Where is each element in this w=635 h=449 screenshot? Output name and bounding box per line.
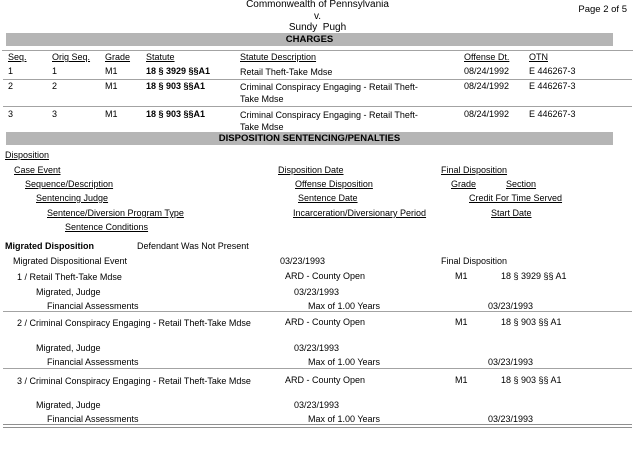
legend-sentence-date: Sentence Date	[298, 193, 358, 203]
legend-sentencing-judge: Sentencing Judge	[36, 193, 109, 203]
row-divider	[3, 368, 632, 369]
charges-section-title: CHARGES	[285, 34, 334, 45]
offense-grade: M1	[455, 375, 468, 385]
offense-description: 1 / Retail Theft-Take Mdse	[17, 272, 122, 282]
charge-offense-date: 08/24/1992	[464, 109, 510, 119]
section-end-divider	[3, 427, 632, 428]
charge-offense-date: 08/24/1992	[464, 66, 510, 76]
legend-sequence-description: Sequence/Description	[25, 179, 114, 189]
program-type: Financial Assessments	[47, 301, 139, 311]
court-title: Commonwealth of Pennsylvania	[246, 0, 389, 10]
incarceration-period: Max of 1.00 Years	[308, 357, 381, 367]
charge-description: Criminal Conspiracy Engaging - Retail Theft-Take Mdse	[240, 110, 418, 132]
row-divider	[3, 106, 632, 107]
legend-start-date: Start Date	[491, 208, 532, 218]
charges-section-bar	[6, 33, 613, 46]
sentencing-judge: Migrated, Judge	[36, 400, 101, 410]
legend-disposition: Disposition	[5, 150, 50, 160]
sentence-date: 03/23/1993	[294, 287, 340, 297]
legend-disposition-date: Disposition Date	[278, 165, 344, 175]
legend-credit-for-time-served: Credit For Time Served	[469, 193, 563, 203]
charge-description: Retail Theft-Take Mdse	[240, 67, 333, 77]
disposition-name: Migrated Disposition	[5, 241, 95, 251]
offense-section: 18 § 903 §§ A1	[501, 317, 562, 327]
defendant-name: Sundy Pugh	[288, 22, 347, 33]
versus-label: v.	[313, 11, 322, 22]
sentencing-judge: Migrated, Judge	[36, 287, 101, 297]
incarceration-period: Max of 1.00 Years	[308, 301, 381, 311]
charge-statute: 18 § 3929 §§A1	[146, 66, 211, 76]
offense-section: 18 § 903 §§ A1	[501, 375, 562, 385]
offense-disposition: ARD - County Open	[285, 375, 366, 385]
charge-orig-seq: 2	[52, 81, 58, 91]
charge-orig-seq: 3	[52, 109, 58, 119]
charge-otn: E 446267-3	[529, 81, 576, 91]
legend-case-event: Case Event	[14, 165, 61, 175]
column-header-orig-seq: Orig Seq.	[52, 52, 91, 62]
disposition-section-bar	[6, 132, 613, 145]
offense-grade: M1	[455, 271, 468, 281]
legend-grade: Grade	[451, 179, 477, 189]
sentencing-judge: Migrated, Judge	[36, 343, 101, 353]
offense-section: 18 § 3929 §§ A1	[501, 271, 567, 281]
column-header-seq: Seq.	[8, 52, 27, 62]
sentence-date: 03/23/1993	[294, 400, 340, 410]
case-event-date: 03/23/1993	[280, 256, 326, 266]
start-date: 03/23/1993	[488, 301, 534, 311]
incarceration-period: Max of 1.00 Years	[308, 414, 381, 424]
column-header-description: Statute Description	[240, 52, 317, 62]
charge-statute: 18 § 903 §§A1	[146, 81, 206, 91]
page-number: Page 2 of 5	[578, 4, 627, 15]
case-event-final-disposition: Final Disposition	[441, 256, 508, 266]
legend-program-type: Sentence/Diversion Program Type	[47, 208, 184, 218]
charge-description: Criminal Conspiracy Engaging - Retail Theft-Take Mdse	[240, 82, 418, 104]
charge-seq: 2	[8, 81, 14, 91]
charge-statute: 18 § 903 §§A1	[146, 109, 206, 119]
legend-incarceration-period: Incarceration/Diversionary Period	[293, 208, 427, 218]
program-type: Financial Assessments	[47, 357, 139, 367]
legend-section: Section	[506, 179, 537, 189]
column-header-statute: Statute	[146, 52, 175, 62]
charge-otn: E 446267-3	[529, 109, 576, 119]
charge-grade: M1	[105, 81, 118, 91]
charge-orig-seq: 1	[52, 66, 58, 76]
charge-seq: 1	[8, 66, 14, 76]
offense-description: 2 / Criminal Conspiracy Engaging - Retail Theft-Take Mdse	[17, 318, 251, 328]
legend-sentence-conditions: Sentence Conditions	[65, 222, 149, 232]
disposition-note: Defendant Was Not Present	[137, 241, 249, 251]
legend-final-disposition: Final Disposition	[441, 165, 508, 175]
program-type: Financial Assessments	[47, 414, 139, 424]
case-event-name: Migrated Dispositional Event	[13, 256, 128, 266]
charge-grade: M1	[105, 109, 118, 119]
charge-otn: E 446267-3	[529, 66, 576, 76]
column-header-otn: OTN	[529, 52, 548, 62]
offense-disposition: ARD - County Open	[285, 271, 366, 281]
divider	[2, 50, 633, 51]
disposition-section-title: DISPOSITION SENTENCING/PENALTIES	[218, 133, 401, 144]
charge-offense-date: 08/24/1992	[464, 81, 510, 91]
row-divider	[3, 79, 632, 80]
charge-seq: 3	[8, 109, 14, 119]
offense-grade: M1	[455, 317, 468, 327]
column-header-offense-dt: Offense Dt.	[464, 52, 510, 62]
charge-grade: M1	[105, 66, 118, 76]
start-date: 03/23/1993	[488, 357, 534, 367]
offense-description: 3 / Criminal Conspiracy Engaging - Retail Theft-Take Mdse	[17, 376, 251, 386]
offense-disposition: ARD - County Open	[285, 317, 366, 327]
legend-offense-disposition: Offense Disposition	[295, 179, 373, 189]
row-divider	[3, 311, 632, 312]
column-header-grade: Grade	[105, 52, 131, 62]
sentence-date: 03/23/1993	[294, 343, 340, 353]
section-end-divider	[3, 424, 632, 425]
start-date: 03/23/1993	[488, 414, 534, 424]
